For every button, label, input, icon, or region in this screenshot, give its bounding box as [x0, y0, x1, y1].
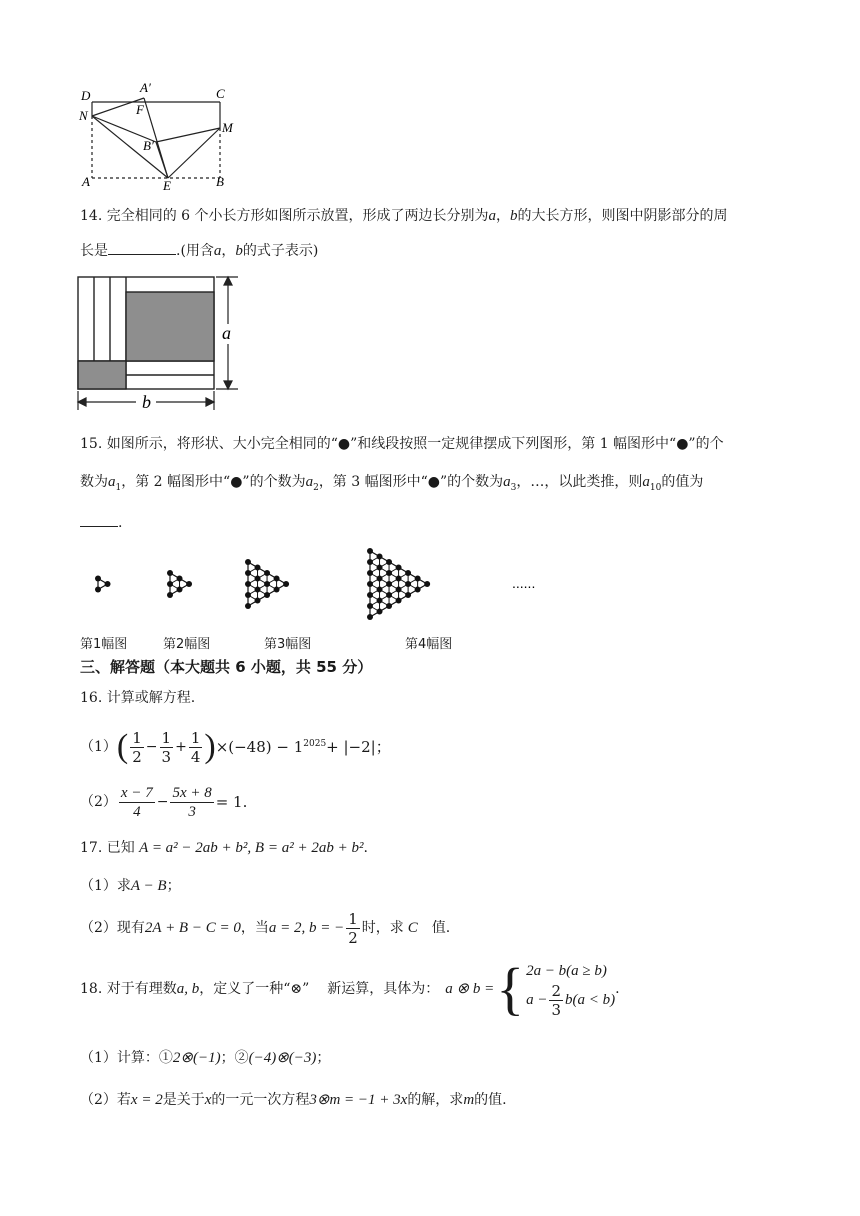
dot [177, 576, 183, 582]
dot [105, 581, 111, 587]
q14-var-a2: a [213, 243, 222, 259]
dot [377, 576, 383, 582]
dot [255, 587, 261, 593]
geometry-figure [76, 82, 246, 194]
a-arrowhead-bottom [224, 381, 232, 389]
q16-part1: （1） ( $\frac{1}{2}$ − $\frac{1}{3}$ + $\frac{1}{4}$ ) ×(−48) − 1 $^{2025}$ + |−2|； [80, 728, 391, 766]
q18-var-ab: a, b [176, 981, 200, 997]
q15-var-a3: a [503, 474, 511, 490]
q17-p2-var-c: C [407, 920, 418, 936]
dot [377, 609, 383, 615]
dot [245, 570, 251, 576]
dot [415, 587, 421, 593]
q16-p1-exp: 2025 [303, 739, 327, 749]
label-c: C [216, 86, 225, 101]
rectangle-figure [72, 272, 252, 418]
segment-b-prime-m [156, 128, 220, 142]
q17-p2-text-c: 时，求 [361, 920, 404, 936]
dot [367, 559, 373, 565]
dot [255, 565, 261, 571]
q18-p2-text-e: 的值. [474, 1092, 507, 1108]
q18-text-a: 18. 对于有理数 [80, 981, 177, 997]
dot [367, 603, 373, 609]
dot [386, 581, 392, 587]
label-f: F [136, 102, 144, 117]
dot [274, 576, 280, 582]
frac-1-2-b: $\frac{1}{2}$ [348, 909, 358, 947]
q15-line2 [80, 472, 703, 498]
q15-sub-2: 2 [313, 482, 319, 493]
q15-var-a10: a [642, 474, 650, 490]
q14-text-4: .(用含 [176, 243, 214, 259]
segment-ne [92, 116, 168, 178]
q16-p1-tail: + |−2|； [326, 738, 391, 756]
q14-var-b: b [510, 208, 518, 224]
dot [245, 603, 251, 609]
dot [405, 592, 411, 598]
dot [255, 598, 261, 604]
dot [386, 603, 392, 609]
q14-comma: ， [496, 208, 511, 224]
dot [95, 587, 101, 593]
q17-p1-text: （1）求 [80, 878, 131, 894]
shaded-region-top [126, 292, 214, 361]
section-heading: 三、解答题（本大题共 6 小题，共 55 分） [80, 658, 373, 676]
q18-p1-text-c: ； [316, 1050, 331, 1066]
dot [377, 565, 383, 571]
q17-period: . [363, 840, 368, 856]
dot-figure-1 [95, 576, 111, 593]
dot [386, 592, 392, 598]
b-arrowhead-left [78, 398, 86, 406]
q15-var-a2: a [305, 474, 314, 490]
q14-text-1: 14. 完全相同的 6 个小长方形如图所示放置，形成了两边长分别为 [80, 208, 489, 224]
dot [367, 548, 373, 554]
q18-p1-expr1: 2⊗(−1) [172, 1050, 221, 1066]
dot [396, 565, 402, 571]
q15-var-a1: a [108, 474, 116, 490]
label-m: M [222, 120, 233, 135]
a-arrowhead-top [224, 277, 232, 285]
q15-sub-3: 3 [510, 482, 517, 493]
q17-part1 [80, 876, 181, 896]
label-a: A [82, 174, 90, 189]
dot [396, 598, 402, 604]
dot [255, 576, 261, 582]
dot [274, 587, 280, 593]
case-1: 2a − b(a ≥ b) [526, 962, 607, 979]
dot-pattern-figures [80, 536, 560, 636]
dot [367, 581, 373, 587]
dot [367, 614, 373, 620]
dot [386, 570, 392, 576]
dot [245, 592, 251, 598]
q18-p1-text-b: ；② [220, 1050, 249, 1066]
dot [396, 587, 402, 593]
q15-sub-10: 10 [649, 482, 662, 493]
q15-text-e: 的值为 [661, 474, 704, 490]
dot [186, 581, 192, 587]
q16-p2-label: （2） [80, 794, 117, 810]
shaded-region-bottom [78, 361, 126, 389]
q14-var-a: a [488, 208, 497, 224]
caption-fig3: 第3幅图 [264, 637, 312, 652]
q17-p1-expr: A − B [130, 878, 167, 894]
q18-p2-var-m: m [463, 1092, 475, 1108]
q18-period: . [615, 981, 620, 997]
fig-label-a: a [222, 323, 231, 343]
dot [386, 559, 392, 565]
frac-5x-8-3: $\frac{5x + 8}{3}$ [172, 784, 212, 820]
q16-p1-rest: ×(−48) − 1 [215, 738, 304, 756]
q18-def-lhs: a ⊗ b = [445, 981, 495, 997]
q16-title: 16. 计算或解方程. [80, 690, 196, 706]
segment-em [168, 128, 220, 178]
q17-p2-expr1: 2A + B − C = 0 [144, 920, 241, 936]
q14-line2 [80, 240, 318, 261]
q18-text-b: ，定义了一种“⊗” [199, 981, 310, 997]
caption-fig2: 第2幅图 [163, 637, 211, 652]
b-arrowhead-right [206, 398, 214, 406]
q18-p2-text-d: 的解，求 [407, 1092, 464, 1108]
q18-p2-expr2: 3⊗m = −1 + 3x [309, 1092, 408, 1108]
q17-p1-end: ； [166, 878, 181, 894]
q17-title-text: 17. 已知 [80, 840, 135, 856]
dot [245, 559, 251, 565]
frac-1-2: $\frac{1}{2}$ [132, 728, 142, 766]
label-e: E [163, 178, 171, 193]
dot [95, 576, 101, 582]
dot-figure-2 [167, 570, 192, 598]
dot [177, 587, 183, 593]
dot [367, 592, 373, 598]
q18-title [80, 954, 620, 1024]
dot [405, 570, 411, 576]
dot [377, 598, 383, 604]
q18-p1-text-a: （1）计算：① [80, 1050, 173, 1066]
fig-label-b: b [142, 392, 151, 412]
caption-fig4: 第4幅图 [405, 637, 453, 652]
dot [167, 581, 173, 587]
dot [405, 581, 411, 587]
dot [396, 576, 402, 582]
brace-icon: { [496, 956, 525, 1021]
piecewise-cases [526, 960, 615, 1019]
q17-p2-text-d: 值. [431, 920, 451, 936]
answer-blank-q15[interactable] [80, 512, 118, 527]
q17-p2-text-a: （2）现有 [80, 920, 145, 936]
q17-expression: A = a² − 2ab + b², B = a² + 2ab + b² [139, 840, 364, 856]
case-2 [526, 982, 615, 1019]
dot [167, 592, 173, 598]
dot-figure-4 [367, 548, 430, 620]
q18-part2 [80, 1090, 507, 1110]
frac-1-3: $\frac{1}{3}$ [161, 728, 172, 766]
frac-2-3: $\frac{2}{3}$ [551, 981, 561, 1019]
q15-line3: . [80, 512, 122, 533]
q18-p2-text-a: （2）若 [80, 1092, 131, 1108]
q18-text-c: 新运算，具体为： [327, 981, 440, 997]
q14-text-2: 的大长方形，则图中阴影部分的周 [517, 208, 728, 224]
q14-comma2: ， [221, 243, 236, 259]
dot [377, 554, 383, 560]
label-n: N [79, 108, 88, 123]
q14-line1 [80, 206, 728, 226]
dot [167, 570, 173, 576]
q14-text-3: 长是 [80, 243, 108, 259]
q18-p2-expr1: x = 2 [130, 1092, 163, 1108]
dot-figure-3 [245, 559, 289, 609]
q15-text-b: ，第 2 幅图形中“●”的个数为 [121, 474, 306, 490]
q15-text-c: ，第 3 幅图形中“●”的个数为 [318, 474, 504, 490]
dot [264, 570, 270, 576]
q17-p2-expr2: a = 2, b = − [268, 920, 345, 936]
q15-text-a: 数为 [80, 474, 108, 490]
dot [264, 592, 270, 598]
caption-fig1: 第1幅图 [80, 637, 128, 652]
case-2-a: a − [526, 992, 548, 1008]
q14-var-b2: b [235, 243, 243, 259]
frac-1-4: $\frac{1}{4}$ [190, 728, 201, 766]
q16-part2: （2） $\frac{x - 7}{4}$ − $\frac{5x + 8}{3}$ = 1. [80, 784, 248, 820]
q18-p1-expr2: (−4)⊗(−3) [248, 1050, 317, 1066]
case-2-b: b(a < b) [564, 992, 616, 1008]
q18-part1 [80, 1048, 330, 1068]
label-d: D [81, 88, 91, 103]
dot [283, 581, 289, 587]
q15-line1: 15. 如图所示，将形状、大小完全相同的“●”和线段按照一定规律摆成下列图形，第 1 幅图形中“●”的个 [80, 436, 724, 452]
q17-title [80, 838, 368, 858]
label-b: B [216, 174, 224, 189]
q15-sub-1: 1 [115, 482, 122, 493]
q17-part2 [80, 906, 450, 950]
q17-p2-text-b: ，当 [240, 920, 269, 936]
dot [377, 587, 383, 593]
dot [245, 581, 251, 587]
q14-text-5: 的式子表示) [242, 243, 319, 259]
dot [367, 570, 373, 576]
q16-p1-label: （1） [80, 739, 117, 755]
q16-p2-tail: = 1. [215, 793, 248, 811]
label-a-prime: A′ [140, 82, 151, 95]
dot [264, 581, 270, 587]
q18-p2-var-x: x [204, 1092, 212, 1108]
q18-p2-text-b: 是关于 [162, 1092, 205, 1108]
dot [415, 576, 421, 582]
ellipsis-dots: ...... [512, 575, 536, 591]
q15-text-d: ，…，以此类推，则 [516, 474, 643, 490]
q18-p2-text-c: 的一元一次方程 [211, 1092, 310, 1108]
label-b-prime: B′ [143, 138, 154, 153]
frac-x-7-4: $\frac{x - 7}{4}$ [120, 784, 153, 820]
answer-blank[interactable] [108, 240, 176, 255]
dot [424, 581, 430, 587]
